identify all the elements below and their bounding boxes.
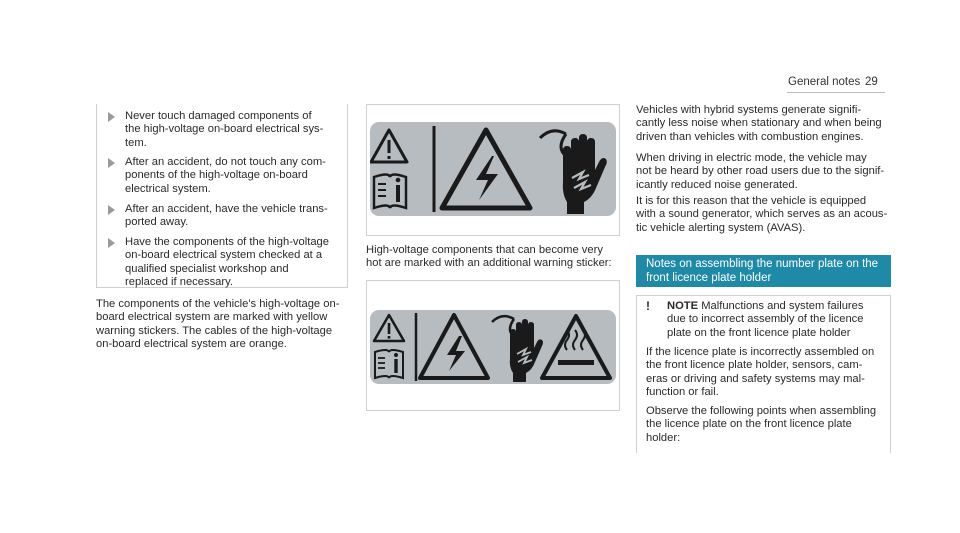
list-item-text: After an accident, have the vehicle trans- ported away. xyxy=(125,203,328,229)
section-heading xyxy=(636,255,891,287)
note-heading-text: Malfunctions and system failures due to incorrect assembly of the licence plate on the front licence plate holder xyxy=(667,300,864,339)
list-item-text: Never touch damaged components of the high-voltage on-board electrical sys- tem. xyxy=(125,110,324,149)
warning-triangle-icon xyxy=(371,130,407,162)
body-paragraph: Vehicles with hybrid systems generate signifi- cantly less noise when stationary and when being driven than vehicles with combustion engines. xyxy=(636,104,882,143)
bullet-arrow-icon xyxy=(108,205,115,215)
list-item xyxy=(108,203,342,230)
hand-shock-icon xyxy=(540,131,607,214)
warning-sticker-graphic xyxy=(370,122,616,216)
list-item xyxy=(108,156,342,196)
body-paragraph: It is for this reason that the vehicle is equipped with a sound generator, which serves as an acous- tic vehicle alerting system (AVAS). xyxy=(636,195,888,234)
manual-info-icon xyxy=(374,175,406,209)
note-paragraph: Observe the following points when assembling the licence plate on the front licence plate holder: xyxy=(646,405,877,444)
warning-triangle-icon xyxy=(374,315,404,341)
high-voltage-icon xyxy=(420,315,488,378)
bullet-arrow-icon xyxy=(108,158,115,168)
note-paragraph: If the licence plate is incorrectly assembled on the front licence plate holder, sensors, cam- eras or driving and safety systems may mal- function or fail. xyxy=(646,346,875,399)
list-item-text: Have the components of the high-voltage on-board electrical system checked at a qualified specialist workshop and replaced if necessary. xyxy=(125,236,329,289)
list-item-text: After an accident, do not touch any com- ponents of the high-voltage on-board electrical system. xyxy=(125,156,326,195)
hot-surface-icon xyxy=(542,316,610,378)
hand-shock-icon xyxy=(492,316,543,382)
hot-warning-label-panel xyxy=(370,310,616,384)
header-rule xyxy=(787,92,885,93)
manual-info-icon xyxy=(375,350,403,378)
note-exclamation-icon: ! xyxy=(646,299,650,313)
hot-warning-sticker-graphic xyxy=(370,310,616,384)
note-label: NOTE xyxy=(667,300,699,312)
running-header: General notes xyxy=(788,76,861,88)
note-heading xyxy=(667,300,885,340)
warning-label-panel xyxy=(370,122,616,216)
section-heading-text: Notes on assembling the number plate on the front licence plate holder xyxy=(646,258,879,284)
list-item xyxy=(108,236,342,290)
bullet-arrow-icon xyxy=(108,238,115,248)
bullet-arrow-icon xyxy=(108,112,115,122)
page-number: 29 xyxy=(865,76,878,88)
body-paragraph: When driving in electric mode, the vehicle may not be heard by other road users due to the signif- icantly reduced noise generated. xyxy=(636,152,885,191)
high-voltage-icon xyxy=(442,130,530,208)
figure-caption: High-voltage components that can become very hot are marked with an additional warning sticker: xyxy=(366,244,612,270)
body-paragraph: The components of the vehicle's high-voltage on- board electrical system are marked with yellow warning stickers. The cables of the high-voltage on-board electrical system are orange. xyxy=(96,298,340,351)
list-item xyxy=(108,110,342,150)
